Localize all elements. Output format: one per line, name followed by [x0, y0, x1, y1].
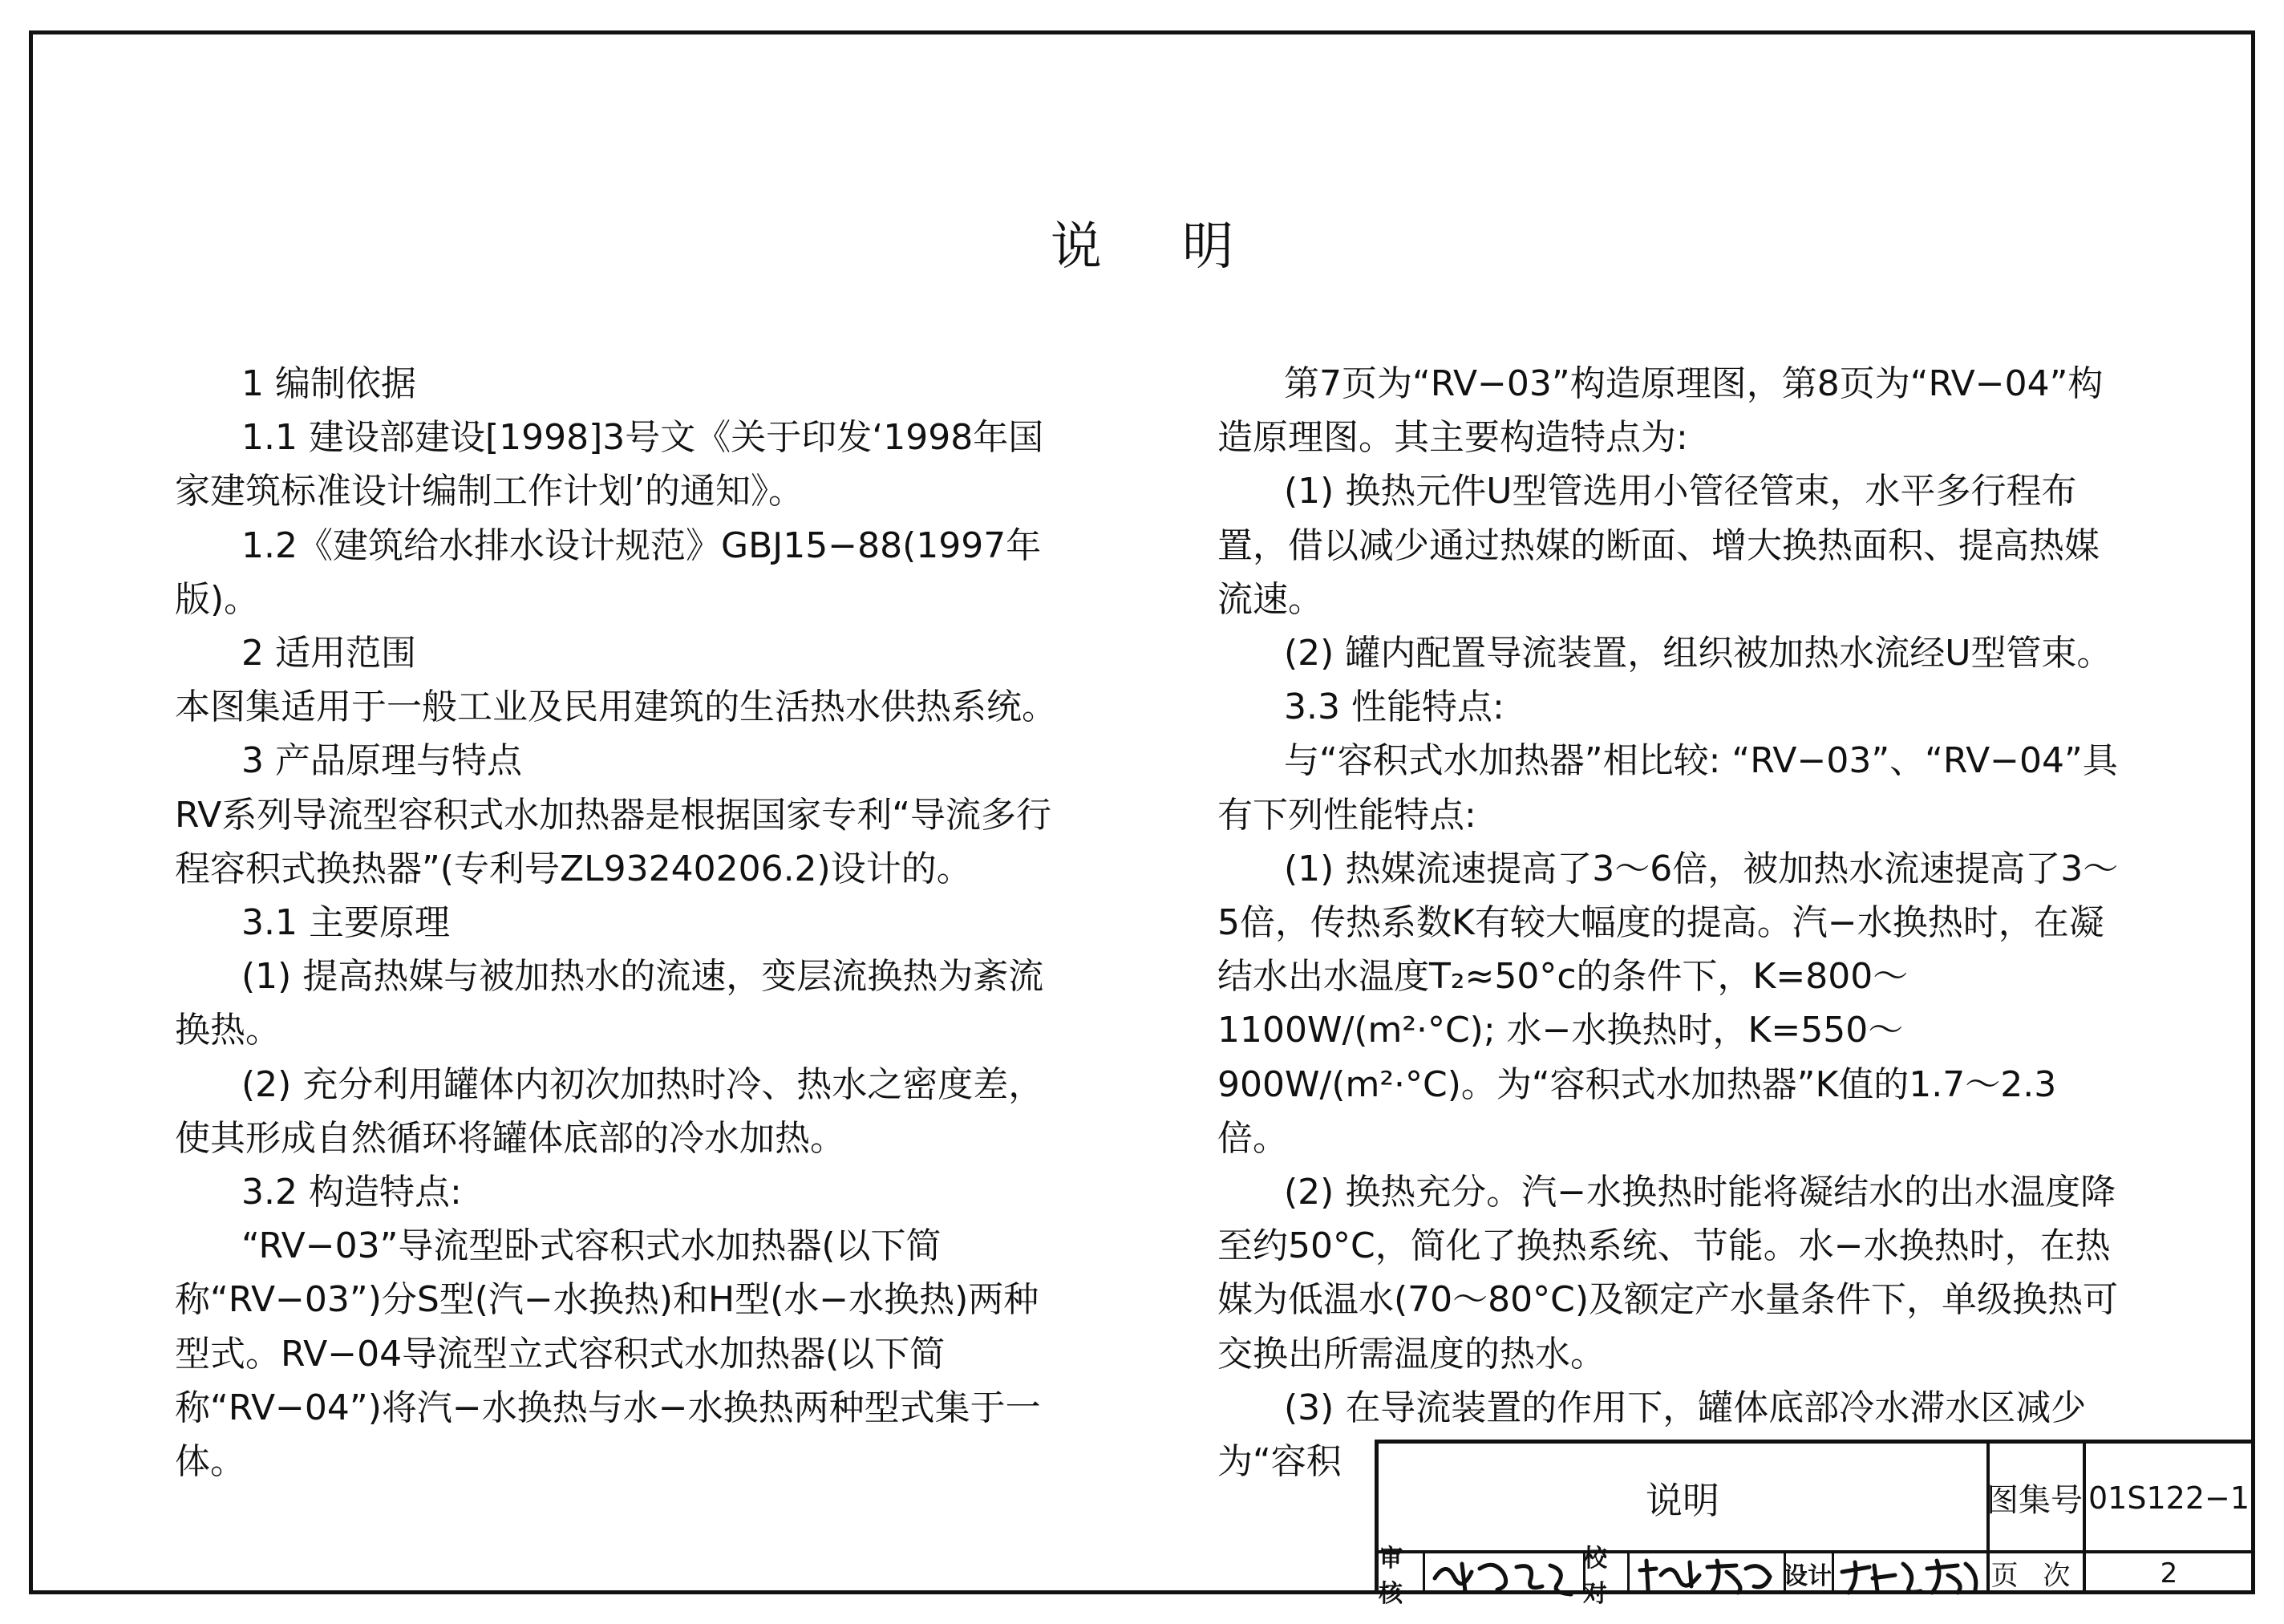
reviewer-signature	[1430, 1554, 1578, 1598]
tb-atlas-number: 01S122−1	[2088, 1480, 2250, 1516]
tb-divider	[1832, 1552, 1834, 1594]
tb-divider	[1627, 1552, 1630, 1594]
paragraph: 1 编制依据	[241, 363, 416, 404]
tb-review-label: 审核	[1379, 1544, 1403, 1608]
paragraph: 3 产品原理与特点	[241, 740, 522, 782]
paragraph: 3.1 主要原理	[241, 902, 450, 944]
paragraph: 3.2 构造特点:	[241, 1172, 462, 1213]
title-block	[1375, 1440, 2255, 1608]
designer-signature	[1837, 1554, 1983, 1598]
paragraph: RV系列导流型容积式水加热器是根据国家专利“导流多行程容积式换热器”(专利号ZL93240206.2)设计的。	[175, 794, 1052, 889]
paragraph: 3.3 性能特点:	[1284, 686, 1504, 728]
tb-page-label: 页 次	[1990, 1560, 2079, 1592]
paragraph: (2) 罐内配置导流装置，组织被加热水流经U型管束。	[1284, 633, 2112, 674]
tb-drawing-title: 说明	[1646, 1478, 1719, 1522]
paragraph: 2 适用范围	[241, 633, 416, 674]
paragraph: 1.2《建筑给水排水设计规范》GBJ15−88(1997年版)。	[175, 524, 1042, 620]
paragraph: (3) 在导流装置的作用下，罐体底部冷水滞水区减少为“容积	[1217, 1387, 2087, 1483]
tb-design-label: 设计	[1784, 1561, 1832, 1590]
paragraph: (1) 热媒流速提高了3～6倍，被加热水流速提高了3～5倍，传热系数K有较大幅度的提高。汽−水换热时，在凝结水出水温度T₂≈50°c的条件下，K=800～1100W/(m²·°C); 水−水换热时，K=550～900W/(m²·°C)。为“容积式水加热器”K值的1.7～2.3倍。	[1217, 848, 2119, 1159]
paragraph: 第7页为“RV−03”构造原理图，第8页为“RV−04”构造原理图。其主要构造特点为:	[1217, 363, 2104, 459]
right-column	[1217, 357, 2120, 1488]
paragraph: 1.1 建设部建设[1998]3号文《关于印发‘1998年国家建筑标准设计编制工作计划’的通知》。	[175, 417, 1044, 512]
tb-check-label: 校对	[1583, 1544, 1607, 1608]
checker-signature	[1634, 1554, 1778, 1598]
paragraph: “RV−03”导流型卧式容积式水加热器(以下简称“RV−03”)分S型(汽−水换热)和H型(水−水换热)两种型式。RV−04导流型立式容积式水加热器(以下简称“RV−04”)将汽−水换热与水−水换热两种型式集于一体。	[175, 1225, 1041, 1483]
left-column	[175, 357, 1069, 1488]
tb-page-number: 2	[2160, 1557, 2178, 1590]
tb-divider	[1423, 1552, 1425, 1594]
paragraph: (1) 换热元件U型管选用小管径管束，水平多行程布置，借以减少通过热媒的断面、增大换热面积、提高热媒流速。	[1217, 471, 2100, 620]
paragraph: 与“容积式水加热器”相比较: “RV−03”、“RV−04”具有下列性能特点:	[1217, 740, 2118, 836]
tb-atlas-label: 图集号	[1986, 1482, 2083, 1519]
paragraph: (1) 提高热媒与被加热水的流速，变层流换热为紊流换热。	[175, 956, 1044, 1051]
paragraph: (2) 充分利用罐体内初次加热时冷、热水之密度差，使其形成自然循环将罐体底部的冷水加热。	[175, 1063, 1044, 1159]
paragraph: 本图集适用于一般工业及民用建筑的生活热水供热系统。	[175, 686, 1057, 728]
page-title: 说 明	[1050, 217, 1266, 277]
paragraph: (2) 换热充分。汽−水换热时能将凝结水的出水温度降至约50°C，简化了换热系统、节能。水−水换热时，在热媒为低温水(70～80°C)及额定产水量条件下，单级换热可交换出所需温度的热水。	[1217, 1172, 2119, 1375]
